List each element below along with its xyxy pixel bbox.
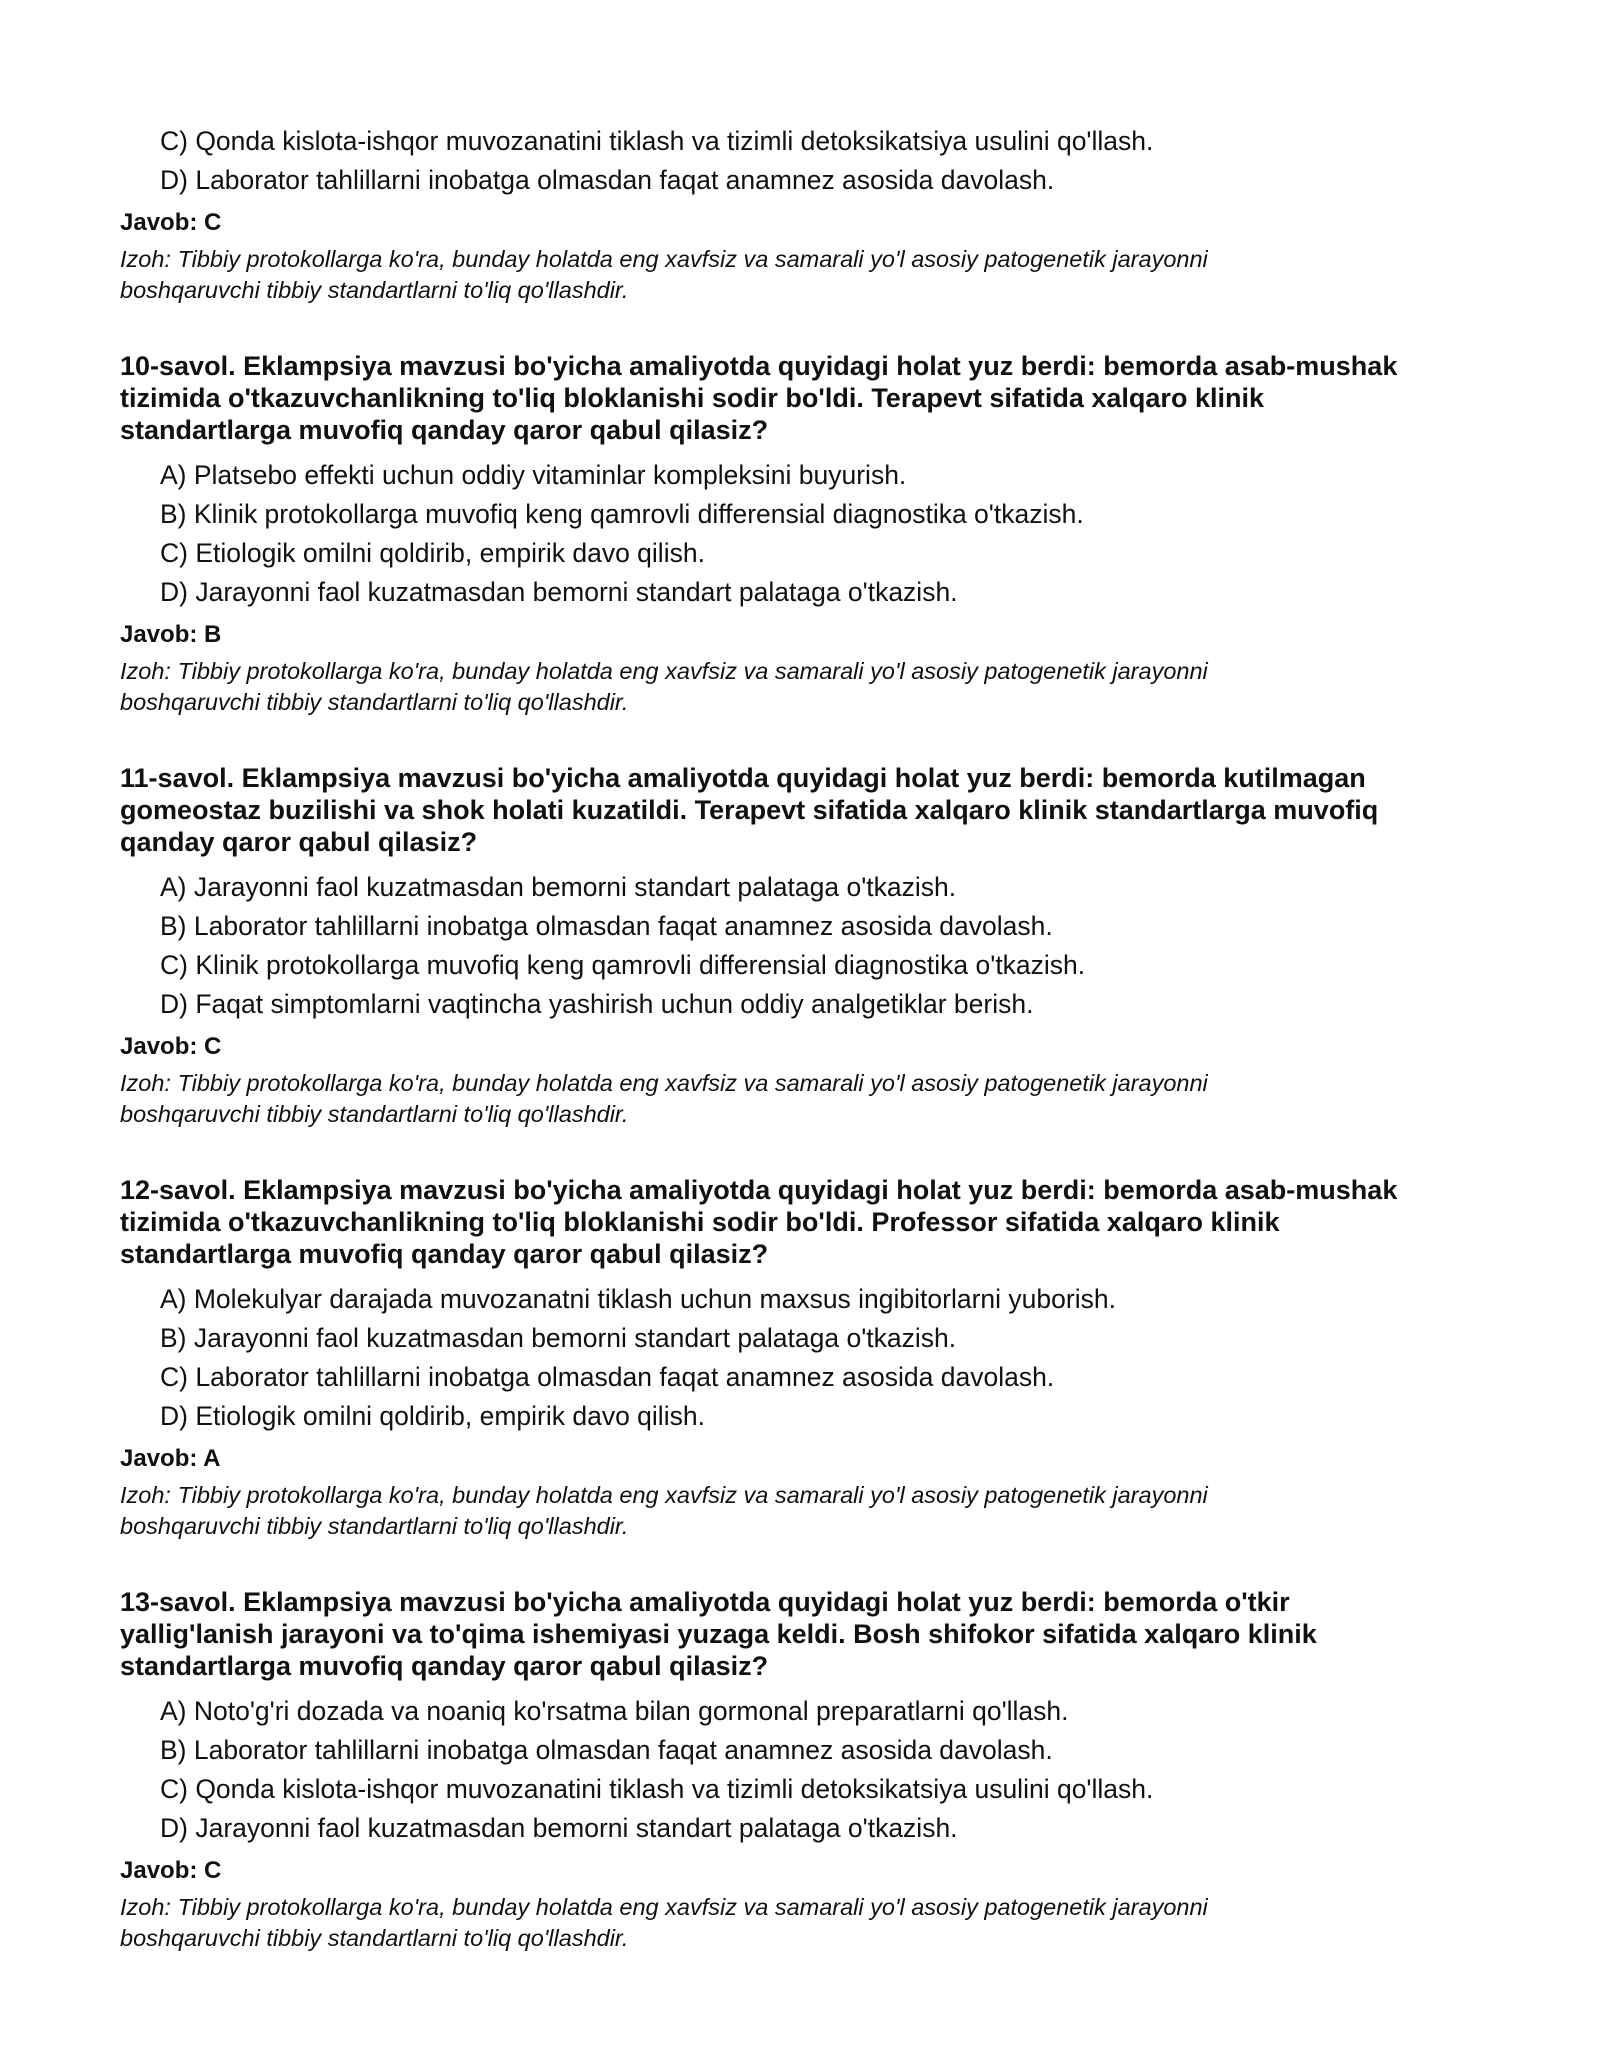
question-line: 13-savol. Eklampsiya mavzusi bo'yicha amaliyotda quyidagi holat yuz berdi: bemorda o'tkir [120, 1587, 1290, 1617]
option-b: B) Jarayonni faol kuzatmasdan bemorni standart palataga o'tkazish. [160, 1323, 957, 1353]
explanation-note [120, 1068, 1520, 1130]
question-block-12 [120, 1174, 1520, 1542]
question-block-13 [120, 1586, 1520, 1954]
option-d: D) Faqat simptomlarni vaqtincha yashirish uchun oddiy analgetiklar berish. [160, 989, 1034, 1019]
note-line: boshqaruvchi tibbiy standartlarni to'liq qo'llashdir. [120, 1101, 629, 1127]
question-block-10 [120, 350, 1520, 718]
option-b: B) Laborator tahlillarni inobatga olmasdan faqat anamnez asosida davolash. [160, 911, 1053, 941]
question-line: gomeostaz buzilishi va shok holati kuzatildi. Terapevt sifatida xalqaro klinik standartlarga muvofiq [120, 795, 1379, 825]
question-line: 10-savol. Eklampsiya mavzusi bo'yicha amaliyotda quyidagi holat yuz berdi: bemorda asab-mushak [120, 351, 1398, 381]
option-c: C) Etiologik omilni qoldirib, empirik davo qilish. [160, 538, 705, 568]
option-a: A) Jarayonni faol kuzatmasdan bemorni standart palataga o'tkazish. [160, 872, 957, 902]
option-d: D) Jarayonni faol kuzatmasdan bemorni standart palataga o'tkazish. [160, 1813, 958, 1843]
explanation-note [120, 1480, 1520, 1542]
question-line: standartlarga muvofiq qanday qaror qabul qilasiz? [120, 1239, 769, 1269]
option-b: B) Klinik protokollarga muvofiq keng qamrovli differensial diagnostika o'tkazish. [160, 499, 1084, 529]
answer-label: Javob: C [120, 1033, 222, 1060]
question-line: yallig'lanish jarayoni va to'qima ishemiyasi yuzaga keldi. Bosh shifokor sifatida xalqaro klinik [120, 1619, 1317, 1649]
explanation-note [120, 244, 1520, 306]
option-a: A) Noto'g'ri dozada va noaniq ko'rsatma bilan gormonal preparatlarni qo'llash. [160, 1696, 1069, 1726]
note-line: Izoh: Tibbiy protokollarga ko'ra, bunday holatda eng xavfsiz va samarali yo'l asosiy patogenetik jarayonni [120, 1482, 1208, 1508]
question-text [120, 350, 1520, 446]
note-line: Izoh: Tibbiy protokollarga ko'ra, bunday holatda eng xavfsiz va samarali yo'l asosiy patogenetik jarayonni [120, 246, 1208, 272]
option-d: D) Jarayonni faol kuzatmasdan bemorni standart palataga o'tkazish. [160, 577, 958, 607]
question-text [120, 762, 1520, 858]
explanation-note [120, 656, 1520, 718]
answer-label: Javob: C [120, 209, 222, 236]
option-c: C) Klinik protokollarga muvofiq keng qamrovli differensial diagnostika o'tkazish. [160, 950, 1086, 980]
note-line: boshqaruvchi tibbiy standartlarni to'liq qo'llashdir. [120, 277, 629, 303]
question-line: tizimida o'tkazuvchanlikning to'liq bloklanishi sodir bo'ldi. Terapevt sifatida xalqaro klinik [120, 383, 1264, 413]
answer-label: Javob: B [120, 621, 222, 648]
option-a: A) Platsebo effekti uchun oddiy vitaminlar kompleksini buyurish. [160, 460, 907, 490]
note-line: boshqaruvchi tibbiy standartlarni to'liq qo'llashdir. [120, 689, 629, 715]
question-line: 11-savol. Eklampsiya mavzusi bo'yicha amaliyotda quyidagi holat yuz berdi: bemorda kutilmagan [120, 763, 1366, 793]
question-text [120, 1174, 1520, 1270]
option-d: D) Laborator tahlillarni inobatga olmasdan faqat anamnez asosida davolash. [160, 165, 1055, 195]
option-d: D) Etiologik omilni qoldirib, empirik davo qilish. [160, 1401, 705, 1431]
option-c: C) Qonda kislota-ishqor muvozanatini tiklash va tizimli detoksikatsiya usulini qo'llash. [160, 126, 1154, 156]
note-line: boshqaruvchi tibbiy standartlarni to'liq qo'llashdir. [120, 1925, 629, 1951]
option-c: C) Laborator tahlillarni inobatga olmasdan faqat anamnez asosida davolash. [160, 1362, 1055, 1392]
document-page [120, 122, 1520, 1954]
note-line: Izoh: Tibbiy protokollarga ko'ra, bunday holatda eng xavfsiz va samarali yo'l asosiy patogenetik jarayonni [120, 1894, 1208, 1920]
option-b: B) Laborator tahlillarni inobatga olmasdan faqat anamnez asosida davolash. [160, 1735, 1053, 1765]
question-line: 12-savol. Eklampsiya mavzusi bo'yicha amaliyotda quyidagi holat yuz berdi: bemorda asab-mushak [120, 1175, 1398, 1205]
explanation-note [120, 1892, 1520, 1954]
previous-question-tail [120, 122, 1520, 306]
question-line: standartlarga muvofiq qanday qaror qabul qilasiz? [120, 415, 769, 445]
question-line: standartlarga muvofiq qanday qaror qabul qilasiz? [120, 1651, 769, 1681]
note-line: Izoh: Tibbiy protokollarga ko'ra, bunday holatda eng xavfsiz va samarali yo'l asosiy patogenetik jarayonni [120, 658, 1208, 684]
note-line: boshqaruvchi tibbiy standartlarni to'liq qo'llashdir. [120, 1513, 629, 1539]
option-a: A) Molekulyar darajada muvozanatni tiklash uchun maxsus ingibitorlarni yuborish. [160, 1284, 1116, 1314]
option-c: C) Qonda kislota-ishqor muvozanatini tiklash va tizimli detoksikatsiya usulini qo'llash. [160, 1774, 1154, 1804]
answer-label: Javob: A [120, 1445, 221, 1472]
question-text [120, 1586, 1520, 1682]
question-line: qanday qaror qabul qilasiz? [120, 827, 478, 857]
question-block-11 [120, 762, 1520, 1130]
answer-label: Javob: C [120, 1857, 222, 1884]
note-line: Izoh: Tibbiy protokollarga ko'ra, bunday holatda eng xavfsiz va samarali yo'l asosiy patogenetik jarayonni [120, 1070, 1208, 1096]
question-line: tizimida o'tkazuvchanlikning to'liq bloklanishi sodir bo'ldi. Professor sifatida xalqaro klinik [120, 1207, 1280, 1237]
